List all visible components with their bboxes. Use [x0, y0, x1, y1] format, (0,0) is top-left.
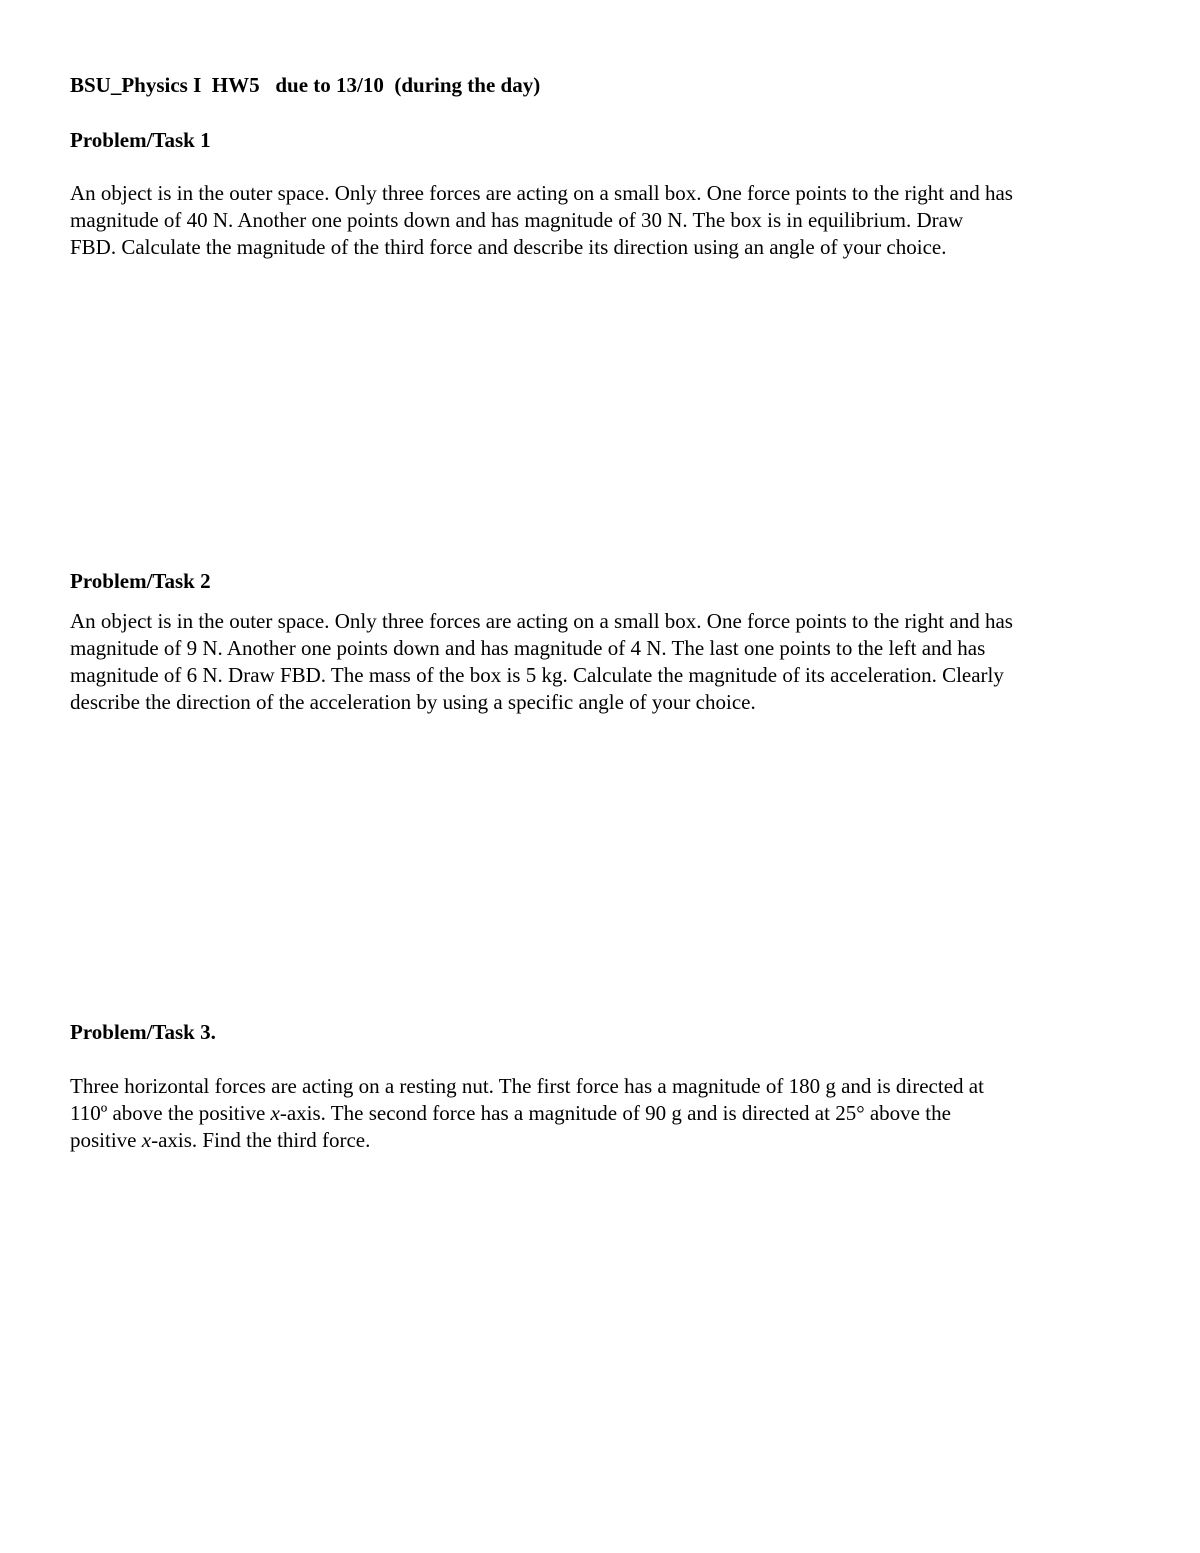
problem-3-line-part: positive: [70, 1128, 142, 1152]
problem-2-heading: Problem/Task 2: [70, 569, 211, 593]
problem-3-line-part: -axis. Find the third force.: [151, 1128, 371, 1152]
problem-3-line-part: -axis. The second force has a magnitude of 90 g and is directed at 25° above the: [279, 1101, 951, 1125]
problem-1-heading: Problem/Task 1: [70, 128, 211, 152]
problem-3-line: Three horizontal forces are acting on a resting nut. The first force has a magnitude of 180 g and is directed at: [70, 1074, 984, 1098]
problem-1-line: magnitude of 40 N. Another one points down and has magnitude of 30 N. The box is in equilibrium. Draw: [70, 208, 964, 232]
problem-1-text: [70, 180, 1150, 261]
axis-variable: x: [270, 1101, 280, 1125]
document-title: BSU_Physics I HW5 due to 13/10 (during the day): [70, 73, 541, 97]
problem-2-line: describe the direction of the acceleration by using a specific angle of your choice.: [70, 690, 756, 714]
problem-2-text: [70, 608, 1150, 716]
problem-2-line: magnitude of 9 N. Another one points down and has magnitude of 4 N. The last one points to the left and has: [70, 636, 986, 660]
problem-3-line: [70, 1127, 1150, 1154]
problem-3-heading: Problem/Task 3.: [70, 1020, 216, 1044]
problem-3-line: [70, 1100, 1150, 1127]
problem-1-line: An object is in the outer space. Only three forces are acting on a small box. One force points to the right and has: [70, 181, 1013, 205]
problem-1-line: FBD. Calculate the magnitude of the third force and describe its direction using an angle of your choice.: [70, 235, 947, 259]
axis-variable: x: [141, 1128, 152, 1152]
problem-3-text: [70, 1073, 1150, 1154]
problem-3-line-part: 110º above the positive: [70, 1101, 271, 1125]
problem-2-line: magnitude of 6 N. Draw FBD. The mass of the box is 5 kg. Calculate the magnitude of its acceleration. Clearly: [70, 663, 1004, 687]
problem-2-line: An object is in the outer space. Only three forces are acting on a small box. One force points to the right and has: [70, 609, 1013, 633]
